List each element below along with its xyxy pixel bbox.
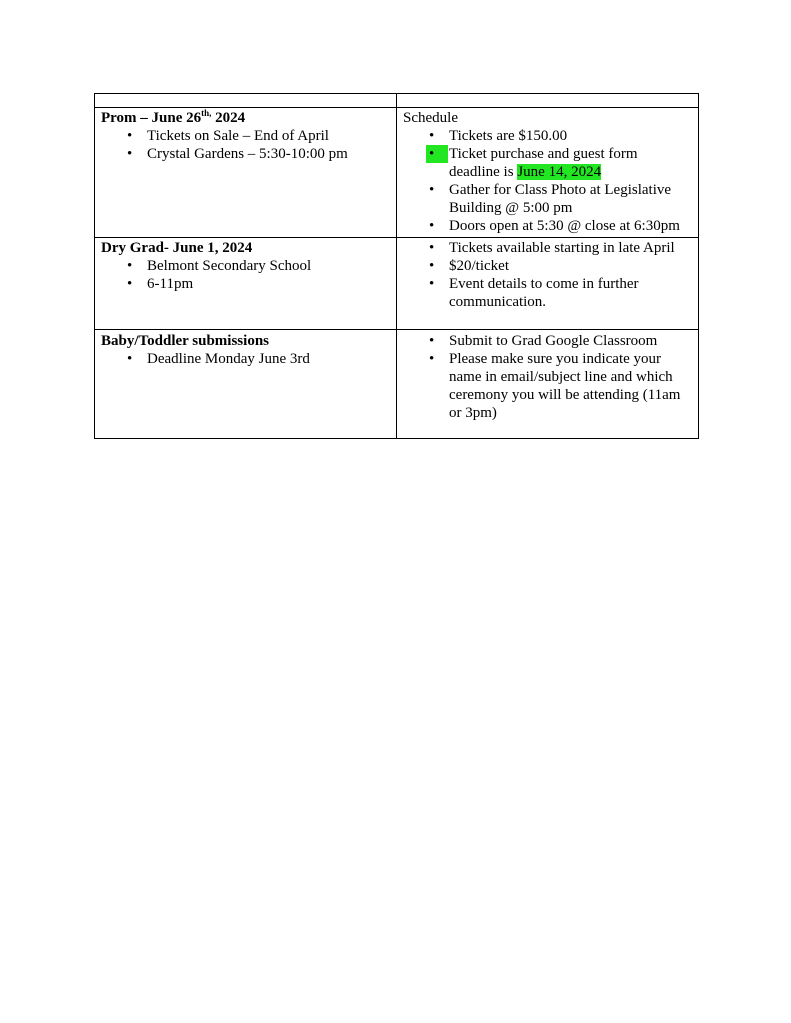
table-header-row (95, 94, 699, 108)
list-item: • Deadline Monday June 3rd (127, 351, 310, 367)
bullet-icon: • (429, 218, 435, 234)
list-item: • 6-11pm (127, 276, 194, 292)
prom-left-cell (95, 108, 397, 238)
bullet-icon: • (426, 145, 448, 163)
bullet-icon: • (429, 276, 435, 292)
events-table (94, 93, 699, 439)
empty-cell (95, 94, 397, 108)
bullet-icon: • (127, 146, 133, 162)
list-item: • Tickets on Sale – End of April (127, 128, 329, 144)
list-item-deadline: • Ticket purchase and guest form deadline is June 14, 2024 (403, 145, 692, 181)
dry-grad-title: Dry Grad- June 1, 2024 (101, 240, 253, 256)
dry-grad-left-cell (95, 238, 397, 330)
bullet-icon: • (429, 258, 435, 274)
baby-toddler-left-list (101, 350, 390, 368)
list-item: • Crystal Gardens – 5:30-10:00 pm (127, 146, 348, 162)
prom-schedule-list (403, 127, 692, 235)
dry-grad-right-list (403, 239, 692, 311)
table-row-prom (95, 108, 699, 238)
prom-right-cell (397, 108, 699, 238)
prom-title: Prom – June $26^{th,}$ 2024 (101, 108, 246, 126)
schedule-heading: Schedule (403, 110, 458, 126)
baby-toddler-left-cell (95, 330, 397, 439)
list-item: • Tickets are $150.00 (429, 128, 568, 144)
list-item: • $20/ticket (429, 258, 509, 274)
baby-toddler-title: Baby/Toddler submissions (101, 333, 269, 349)
dry-grad-right-cell (397, 238, 699, 330)
list-item: • Event details to come in further communication. (429, 276, 639, 310)
bullet-icon: • (429, 128, 435, 144)
table-row-baby-toddler (95, 330, 699, 439)
bullet-icon: • (127, 258, 133, 274)
list-item: • Tickets available starting in late April (429, 240, 675, 256)
bullet-icon: • (127, 276, 133, 292)
list-item: • Submit to Grad Google Classroom (429, 333, 658, 349)
list-item: • Doors open at 5:30 @ close at 6:30pm (429, 218, 680, 234)
bullet-icon: • (429, 351, 435, 367)
dry-grad-left-list (101, 257, 390, 293)
bullet-icon: • (429, 240, 435, 256)
table-row-dry-grad (95, 238, 699, 330)
bullet-icon: • (429, 182, 435, 198)
list-item: • Gather for Class Photo at Legislative Building @ 5:00 pm (429, 182, 672, 216)
prom-left-list (101, 127, 390, 163)
bullet-icon: • (127, 351, 133, 367)
bullet-icon: • (127, 128, 133, 144)
list-item: • Please make sure you indicate your name in email/subject line and which ceremony you will be attending (11am or 3pm) (429, 351, 681, 421)
empty-cell (397, 94, 699, 108)
highlighted-date: June 14, 2024 (517, 164, 602, 180)
bullet-icon: • (429, 333, 435, 349)
list-item: • Belmont Secondary School (127, 258, 312, 274)
baby-toddler-right-cell (397, 330, 699, 439)
baby-toddler-right-list (403, 332, 692, 422)
